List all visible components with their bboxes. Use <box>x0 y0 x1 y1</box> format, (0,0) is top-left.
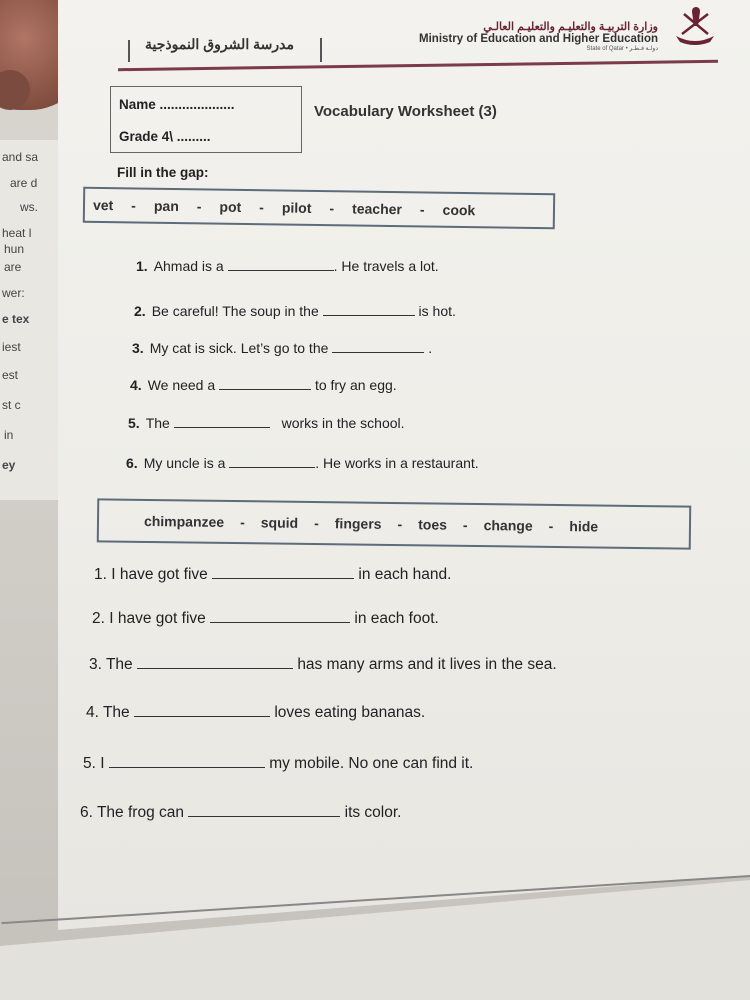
word-separator: - <box>419 201 425 218</box>
question-number: 4. <box>130 377 142 393</box>
question-text: The <box>145 415 170 431</box>
word-bank-word: teacher <box>352 200 403 218</box>
answer-blank[interactable] <box>109 756 265 768</box>
question-text: We need a <box>147 377 216 393</box>
word-bank-word: fingers <box>334 515 382 532</box>
answer-blank[interactable] <box>332 341 424 353</box>
question-s2-3 <box>89 656 557 674</box>
background-text: in <box>4 428 14 442</box>
question-number: 5. <box>83 755 96 772</box>
question-text: The <box>102 704 130 721</box>
name-field[interactable]: Name .................... <box>119 97 235 112</box>
answer-blank[interactable] <box>212 567 354 579</box>
word-bank-word: pilot <box>281 199 312 216</box>
answer-blank[interactable] <box>210 611 350 623</box>
background-text: and sa <box>2 150 39 164</box>
question-text: is hot. <box>418 303 456 319</box>
question-number: 6. <box>126 455 138 471</box>
word-bank-word: pot <box>219 198 242 215</box>
qatar-emblem-icon <box>672 6 718 46</box>
question-number: 1. <box>136 258 148 274</box>
question-s1-2 <box>134 303 456 319</box>
question-number: 2. <box>134 303 146 319</box>
background-text: st c <box>2 398 21 412</box>
word-bank-word: chimpanzee <box>143 512 225 530</box>
word-separator: - <box>196 198 202 215</box>
word-separator: - <box>259 199 265 216</box>
question-text: Be careful! The soup in the <box>151 303 319 319</box>
header-divider <box>320 38 322 62</box>
question-text: works in the school. <box>281 415 405 431</box>
background-text: are <box>4 260 22 274</box>
question-text: has many arms and it lives in the sea. <box>297 656 557 673</box>
question-text: . He works in a restaurant. <box>315 455 479 471</box>
background-page <box>0 140 60 500</box>
ministry-state: State of Qatar • دولـة قـطـر <box>586 46 658 52</box>
question-text: Ahmad is a <box>153 258 224 274</box>
question-number: 3. <box>89 656 102 673</box>
student-info-box <box>110 86 302 153</box>
question-s1-3 <box>132 340 432 356</box>
question-s1-5 <box>128 415 405 431</box>
question-text: my mobile. No one can find it. <box>269 755 474 772</box>
question-s1-1 <box>136 258 439 274</box>
background-text: ey <box>2 458 16 472</box>
question-text: I <box>100 755 105 772</box>
question-number: 1. <box>94 566 107 583</box>
question-text: to fry an egg. <box>314 377 397 393</box>
word-bank-word: toes <box>418 516 448 533</box>
question-s1-4 <box>130 377 397 393</box>
question-text: . <box>428 340 433 356</box>
word-bank-word: hide <box>569 518 599 535</box>
answer-blank[interactable] <box>174 416 270 428</box>
question-text: in each hand. <box>358 566 452 583</box>
background-text: est <box>2 368 19 382</box>
question-text: its color. <box>344 804 402 821</box>
question-text: I have got five <box>109 610 206 627</box>
answer-blank[interactable] <box>137 657 293 669</box>
word-separator: - <box>240 514 245 531</box>
question-text: . He travels a lot. <box>333 258 439 274</box>
background-text: e tex <box>2 312 30 326</box>
word-separator: - <box>329 200 335 217</box>
background-text: heat l <box>2 226 32 240</box>
question-text: My cat is sick. Let’s go to the <box>149 340 329 356</box>
question-number: 4. <box>86 704 99 721</box>
question-number: 6. <box>80 804 93 821</box>
question-text: loves eating bananas. <box>274 704 426 721</box>
word-bank-word: cook <box>442 201 476 219</box>
school-name: مدرسة الشروق النموذجية <box>145 36 294 52</box>
question-text: in each foot. <box>354 610 439 627</box>
worksheet-title: Vocabulary Worksheet (3) <box>314 103 497 120</box>
word-bank-word: change <box>483 517 533 534</box>
background-text: iest <box>2 340 21 354</box>
word-bank-1 <box>83 187 555 230</box>
question-s1-6 <box>126 455 479 471</box>
answer-blank[interactable] <box>228 259 334 271</box>
instruction: Fill in the gap: <box>117 165 209 180</box>
question-s2-2 <box>92 610 439 628</box>
answer-blank[interactable] <box>219 378 311 390</box>
word-bank-word: pan <box>153 197 179 215</box>
answer-blank[interactable] <box>134 705 270 717</box>
question-s2-4 <box>86 704 425 722</box>
word-bank-2 <box>97 498 691 549</box>
word-separator: - <box>397 516 403 533</box>
background-text: wer: <box>2 286 25 300</box>
question-s2-5 <box>83 755 473 773</box>
background-text: ws. <box>20 200 38 214</box>
header-divider <box>128 40 130 62</box>
question-number: 2. <box>92 610 105 627</box>
background-text: are d <box>10 176 38 190</box>
question-s2-1 <box>94 566 451 584</box>
word-separator: - <box>131 197 137 214</box>
word-bank-word: squid <box>260 514 299 531</box>
question-text: The <box>105 656 133 673</box>
question-text: My uncle is a <box>143 455 226 471</box>
grade-field[interactable]: Grade 4\ ......... <box>119 129 211 144</box>
ministry-name-arabic: وزارة التربيـة والتعليـم والتعليـم العالـي <box>483 21 658 33</box>
word-separator: - <box>462 516 468 533</box>
question-text: I have got five <box>111 566 208 583</box>
question-text: The frog can <box>96 804 184 821</box>
word-separator: - <box>548 517 554 534</box>
question-s2-6 <box>80 804 401 822</box>
answer-blank[interactable] <box>323 304 415 316</box>
answer-blank[interactable] <box>229 456 315 468</box>
question-number: 5. <box>128 415 140 431</box>
question-number: 3. <box>132 340 144 356</box>
word-separator: - <box>314 515 319 532</box>
answer-blank[interactable] <box>188 805 340 817</box>
ministry-header <box>418 20 658 52</box>
word-bank-word: vet <box>92 196 114 214</box>
ministry-name-english: Ministry of Education and Higher Education <box>419 33 658 45</box>
background-text: hun <box>4 242 25 256</box>
